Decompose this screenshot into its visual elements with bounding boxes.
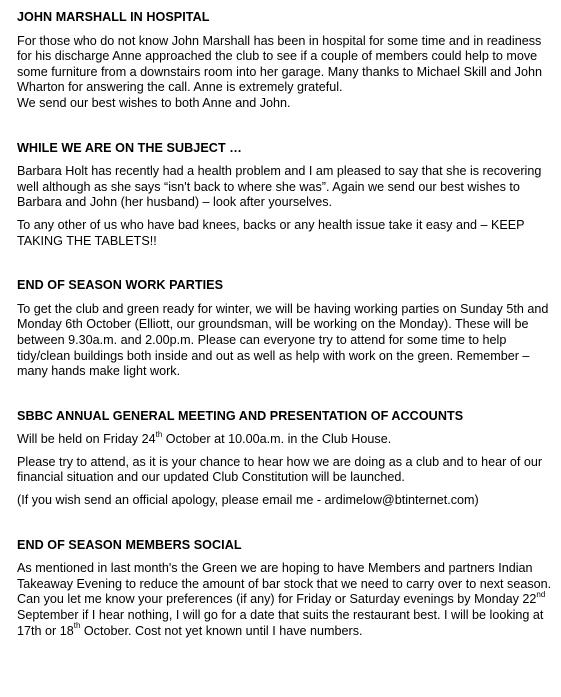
section-paragraph: Please try to attend, as it is your chance to hear how we are doing as a club and to hear of our financial situation and our updated Club Constitution will be launched. <box>17 454 543 485</box>
newsletter-page <box>17 10 557 639</box>
section-members-social <box>17 538 557 640</box>
social-text: As mentioned in last month's the Green we are hoping to have Members and partners Indian Takeaway Evening to reduce the amount of bar stock that we need to carry over to next season. Can you let me know your preferences (if any) for Friday or Saturday evenings by Monday 22 <box>17 561 552 607</box>
ordinal-suffix: nd <box>536 590 546 600</box>
section-paragraph: To get the club and green ready for winter, we will be having working parties on Sunday 5th and Monday 6th October (Elliott, our groundsman, will be working on the Monday). These will be between 9.30a.m. and 2.00p.m. Please can everyone try to attend for some time to help tidy/clean buildings both inside and out as well as help with work on the green. Remember – many hands make light work. <box>17 301 549 379</box>
section-heading: END OF SEASON WORK PARTIES <box>17 278 224 293</box>
social-paragraph <box>17 561 557 639</box>
social-text-mid: September if I hear nothing, I will go for a date that suits the restaurant best. I will be looking at 17th or 18 <box>17 608 544 638</box>
section-heading: WHILE WE ARE ON THE SUBJECT … <box>17 140 242 155</box>
section-john-marshall <box>17 10 557 112</box>
social-text-end: October. Cost not yet known until I have numbers. <box>80 623 363 638</box>
agm-date-text-end: October at 10.00a.m. in the Club House. <box>162 432 392 447</box>
ordinal-suffix: th <box>155 430 163 440</box>
section-heading: SBBC ANNUAL GENERAL MEETING AND PRESENTATION OF ACCOUNTS <box>17 408 464 423</box>
section-agm <box>17 409 557 509</box>
section-paragraph: For those who do not know John Marshall has been in hospital for some time and in readiness for his discharge Anne approached the club to see if a couple of members could help to move some furniture from a downstairs room into her garage. Many thanks to Michael Skill and John Wharton for answering the call. Anne is extremely grateful. <box>17 33 542 95</box>
section-heading: END OF SEASON MEMBERS SOCIAL <box>17 537 242 552</box>
apology-paragraph: (If you wish send an official apology, please email me - ardimelow@btinternet.com) <box>17 493 479 508</box>
section-heading: JOHN MARSHALL IN HOSPITAL <box>17 10 210 24</box>
section-work-parties <box>17 278 557 380</box>
section-paragraph: Barbara Holt has recently had a health problem and I am pleased to say that she is recovering well although as she says “isn't back to where she was”. Again we send our best wishes to Barbara and John (her husband) – look after yourselves. <box>17 164 542 210</box>
agm-date-text: Will be held on Friday 24 <box>17 432 156 447</box>
section-while-on-subject <box>17 141 557 250</box>
agm-date-paragraph <box>17 432 557 448</box>
section-paragraph: To any other of us who have bad knees, backs or any health issue take it easy and – KEEP TAKING THE TABLETS!! <box>17 217 525 248</box>
ordinal-suffix: th <box>73 621 81 631</box>
section-paragraph: We send our best wishes to both Anne and John. <box>17 95 291 110</box>
